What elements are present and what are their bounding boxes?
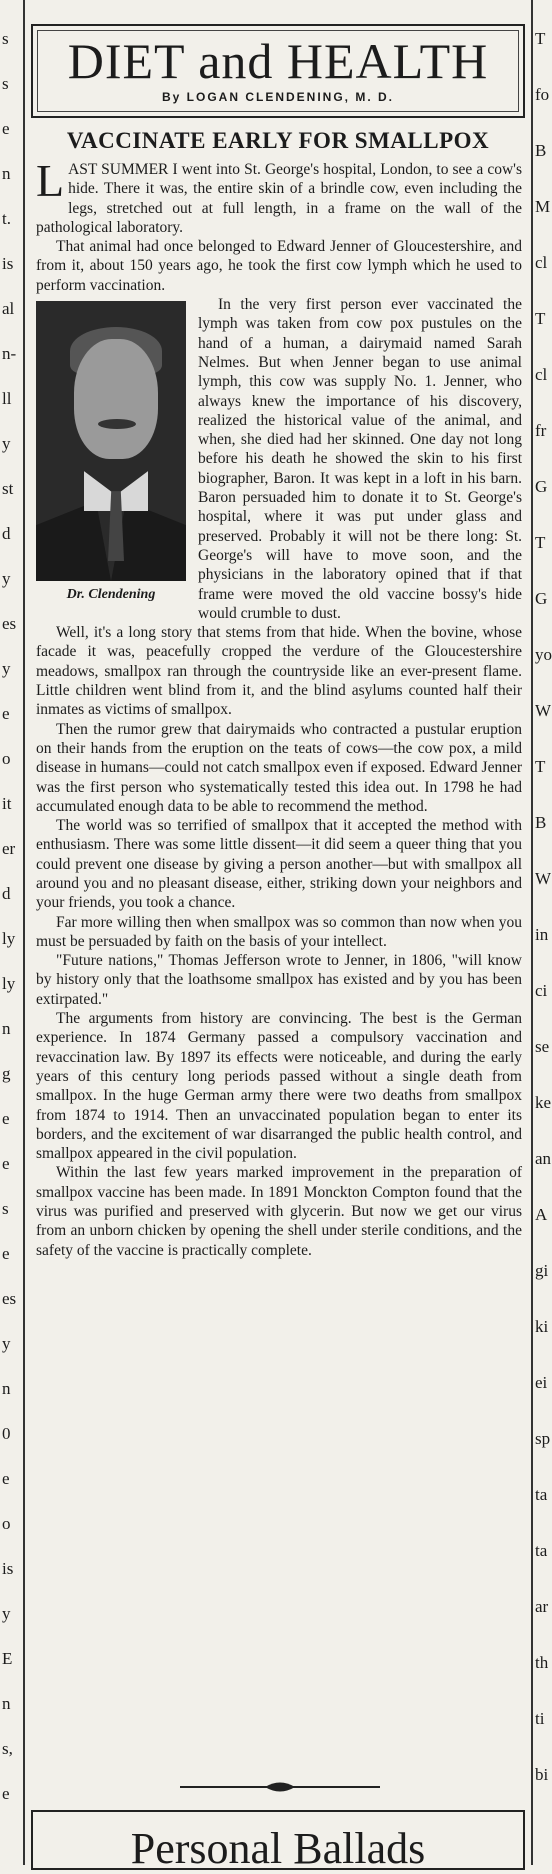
paragraph-2	[36, 237, 522, 295]
gutter-fragment: s	[2, 29, 9, 48]
gutter-fragment: e	[2, 1469, 10, 1488]
gutter-fragment: y	[2, 1334, 11, 1353]
gutter-fragment: y	[2, 569, 11, 588]
adjacent-column-right	[533, 0, 552, 1865]
gutter-fragment: G	[535, 477, 548, 496]
gutter-fragment: gi	[535, 1261, 549, 1280]
gutter-fragment: ly	[2, 974, 16, 993]
gutter-fragment: B	[535, 141, 547, 160]
gutter-fragment: is	[2, 1559, 14, 1578]
column-masthead	[31, 24, 525, 118]
gutter-fragment: e	[2, 1784, 10, 1803]
gutter-fragment: t.	[2, 209, 11, 228]
gutter-fragment: e	[2, 119, 10, 138]
paragraph-7: Far more willing then when smallpox was so common than now when you must be persuaded by faith on the basis of your intellect.	[36, 913, 522, 950]
gutter-fragment: cl	[535, 365, 548, 384]
gutter-fragment: W	[535, 869, 552, 888]
gutter-fragment: y	[2, 434, 11, 453]
gutter-fragment: T	[535, 309, 546, 328]
column-rule-left	[23, 0, 25, 1865]
portrait-face	[74, 339, 158, 459]
gutter-fragment: ci	[535, 981, 548, 1000]
portrait-photo	[36, 301, 186, 581]
gutter-fragment: n	[2, 1379, 11, 1398]
paragraph-1	[36, 155, 522, 237]
gutter-fragment: T	[535, 533, 546, 552]
gutter-fragment: d	[2, 884, 11, 903]
gutter-fragment: ly	[2, 929, 16, 948]
gutter-fragment: fo	[535, 85, 550, 104]
gutter-fragment: d	[2, 524, 11, 543]
gutter-fragment: y	[2, 1604, 11, 1623]
paragraph-6: The world was so terrified of smallpox that it accepted the method with enthusiasm. There was some little dissent—it did seem a queer thing that you could prevent one disease by giving a person another—but with smallpox all around you and no pleasant disease, either, striking down your neighbors and your friends, you took a chance.	[36, 817, 522, 912]
gutter-fragment: ta	[535, 1485, 548, 1504]
gutter-fragment: 0	[2, 1424, 11, 1443]
next-column-title: Personal Ballads	[130, 1824, 426, 1873]
gutter-fragment: ei	[535, 1373, 548, 1392]
section-ornament	[180, 1780, 380, 1794]
paragraph-text-start: That animal had once belonged to Edward Jenner of Gloucestershire, and from it, about 150 years ago, he took the first cow lymph which he used to perform vaccination.	[36, 238, 522, 294]
gutter-fragment: n-	[2, 344, 17, 363]
masthead-byline: By LOGAN CLENDENING, M. D.	[161, 90, 394, 104]
masthead-inner-border	[37, 30, 519, 112]
gutter-fragment: ti	[535, 1709, 545, 1728]
gutter-fragment: G	[535, 589, 548, 608]
paragraph-9: The arguments from history are convincing. The best is the German experience. In 1874 Germany passed a compulsory vaccination and revaccination law. By 1897 its effects were noticeable, and during the early years of this century long periods passed without a single death from smallpox. In the huge German army there were two deaths from smallpox from 1874 to 1914. Then an unvaccinated population began to enter its borders, and the excitement of war disarranged the public health control, and smallpox appeared in the civil population.	[36, 1010, 522, 1163]
paragraph-text: AST SUMMER I went into St. George's hospital, London, to see a cow's hide. There it was, the entire skin of a brindle cow, even including the legs, stretched out at full length, in a frame on the wall of the pathological laboratory.	[36, 161, 522, 236]
article-body	[36, 155, 522, 1260]
gutter-fragment: y	[2, 659, 11, 678]
gutter-fragment: E	[2, 1649, 13, 1668]
paragraph-3: In the very first person ever vaccinated the lymph was taken from cow pox pustules on the hand of a human, a dairymaid named Sarah Nelmes. But when Jenner began to use animal lymph, this cow was supply No. 1. Jenner, who always knew the importance of his discovery, realized the historical value of the animal, and when, she died had her skinned. One day not long before his death he showed the skin to his first biographer, Baron. It was kept in a loft in his barn. Baron persuaded him to donate it to St. George's hospital, where it was put under glass and preserved. Probably it will not be there long: St. George's will have to move soon, and the physicians in the laboratory opined that if that frame were moved the old vaccine bossy's hide would crumble to dust.	[198, 296, 522, 622]
adjacent-column-left	[0, 0, 22, 1865]
gutter-fragment: es	[2, 1289, 17, 1308]
gutter-fragment: bi	[535, 1765, 549, 1784]
portrait-caption: Dr. Clendening	[66, 587, 156, 603]
gutter-fragment: an	[535, 1149, 552, 1168]
gutter-fragment: in	[535, 925, 549, 944]
gutter-fragment: yo	[535, 645, 552, 664]
gutter-fragment: s	[2, 74, 9, 93]
gutter-fragment: n	[2, 164, 11, 183]
gutter-fragment: er	[2, 839, 16, 858]
gutter-fragment: fr	[535, 421, 547, 440]
gutter-fragment: g	[2, 1064, 11, 1083]
gutter-fragment: se	[535, 1037, 550, 1056]
gutter-fragment: e	[2, 704, 10, 723]
gutter-fragment: T	[535, 757, 546, 776]
gutter-fragment: o	[2, 1514, 11, 1533]
gutter-fragment: A	[535, 1205, 548, 1224]
gutter-fragment: W	[535, 701, 552, 720]
gutter-fragment: is	[2, 254, 14, 273]
gutter-fragment: ki	[535, 1317, 549, 1336]
gutter-fragment: B	[535, 813, 547, 832]
next-column-masthead	[31, 1810, 525, 1873]
portrait-figure	[36, 301, 186, 604]
gutter-fragment: ta	[535, 1541, 548, 1560]
gutter-fragment: th	[535, 1653, 549, 1672]
paragraph-10: Within the last few years marked improvement in the preparation of smallpox vaccine has been made. In 1891 Monckton Compton found that the virus was purified and preserved with glycerin. But now we get our virus from an unborn chicken by opening the shell under sterile conditions, and the safety of the vaccine is practically complete.	[36, 1164, 522, 1259]
paragraph-8: "Future nations," Thomas Jefferson wrote to Jenner, in 1806, "will know by history only that the loathsome smallpox has existed and by you has been extirpated."	[36, 952, 522, 1008]
gutter-fragment: st	[2, 479, 14, 498]
gutter-fragment: n	[2, 1019, 11, 1038]
gutter-fragment: M	[535, 197, 551, 216]
drop-cap: L	[36, 155, 65, 206]
article-headline: VACCINATE EARLY FOR SMALLPOX	[66, 128, 490, 153]
gutter-fragment: sp	[535, 1429, 551, 1448]
paragraph-5: Then the rumor grew that dairymaids who contracted a pustular eruption on their hands from the eruption on the teats of cows—the cow pox, a mild disease in humans—could not catch smallpox even if exposed. Edward Jenner was the first person who systematically tested this idea out. In 1798 he had accumulated enough data to be able to recommend the method.	[36, 720, 522, 815]
gutter-fragment: ll	[2, 389, 12, 408]
gutter-fragment: ar	[535, 1597, 549, 1616]
gutter-fragment: al	[2, 299, 15, 318]
gutter-fragment: it	[2, 794, 12, 813]
masthead-title: DIET and HEALTH	[67, 33, 489, 89]
gutter-fragment: ke	[535, 1093, 552, 1112]
gutter-fragment: n	[2, 1694, 11, 1713]
gutter-fragment: s,	[2, 1739, 13, 1758]
paragraph-4: Well, it's a long story that stems from that hide. When the bovine, whose facade it was, peacefully cropped the verdure of the Gloucestershire meadows, smallpox ran through the countryside like an ever-present flame. Little children went blind from it, and the blind asylums counted half their inmates as victims of smallpox.	[36, 624, 522, 719]
gutter-fragment: s	[2, 1199, 9, 1218]
gutter-fragment: o	[2, 749, 11, 768]
gutter-fragment: e	[2, 1109, 10, 1128]
gutter-fragment: e	[2, 1244, 10, 1263]
gutter-fragment: e	[2, 1154, 10, 1173]
gutter-fragment: es	[2, 614, 17, 633]
gutter-fragment: T	[535, 29, 546, 48]
gutter-fragment: cl	[535, 253, 548, 272]
